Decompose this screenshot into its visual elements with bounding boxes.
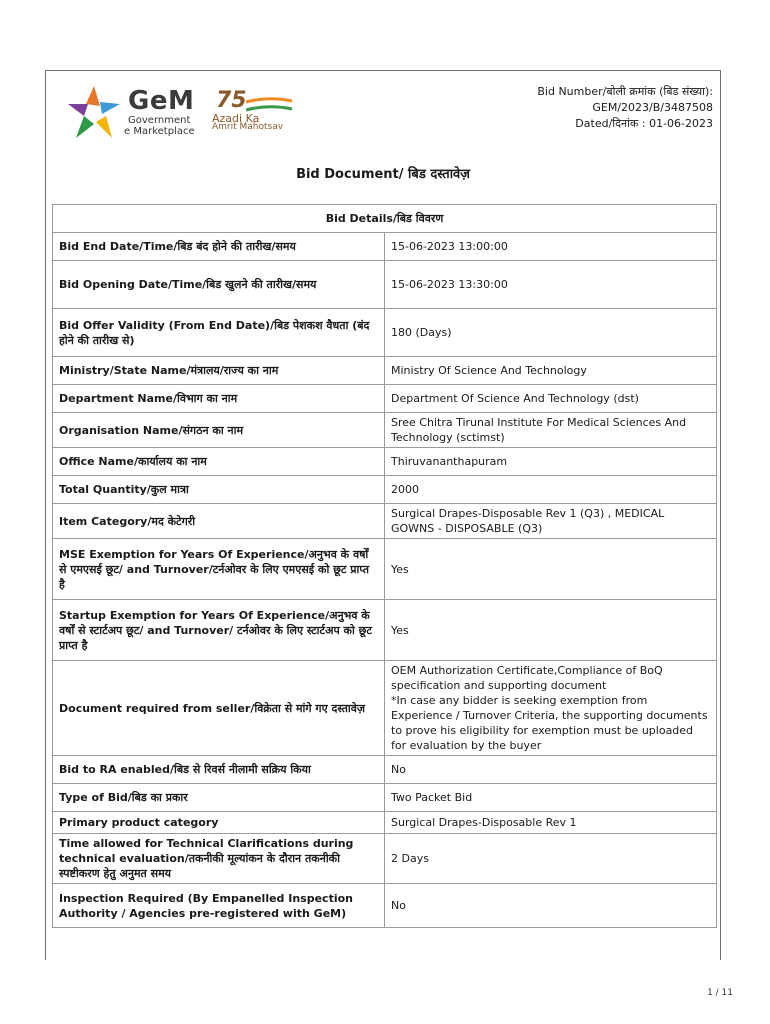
table-row [53,600,717,661]
document-title: Bid Document/ बिड दस्तावेज़ [296,167,470,182]
azadi-logo [212,90,322,140]
row-value: OEM Authorization Certificate,Compliance of BoQ specification and supporting document *In case any bidder is seeking exemption from Experience / Turnover Criteria, the supporting documents to prove his eligibility for exemption must be uploaded for evaluation by the buyer [385,661,717,756]
row-key: Item Category/मद केटेगरी [53,504,385,539]
gem-logo [64,82,204,142]
row-key: Primary product category [53,812,385,834]
row-value: Surgical Drapes-Disposable Rev 1 (Q3) , MEDICAL GOWNS - DISPOSABLE (Q3) [385,504,717,539]
row-value: Thiruvananthapuram [385,448,717,476]
row-key: MSE Exemption for Years Of Experience/अनुभव के वर्षों से एमएसई छूट/ and Turnover/टर्नओवर के लिए एमएसई को छूट प्राप्त है [53,539,385,600]
bid-info-block [537,84,713,132]
table-row [53,357,717,385]
azadi-logo-numeral: 75 [216,88,247,113]
bid-details-table [52,204,717,928]
row-value: 180 (Days) [385,309,717,357]
page-indicator: 1 / 11 [707,988,733,998]
row-value: Ministry Of Science And Technology [385,357,717,385]
row-key: Ministry/State Name/मंत्रालय/राज्य का नाम [53,357,385,385]
table-row [53,784,717,812]
table-row [53,476,717,504]
table-row [53,413,717,448]
table-row [53,504,717,539]
row-value: Yes [385,539,717,600]
table-row [53,448,717,476]
row-value: Department Of Science And Technology (dst) [385,385,717,413]
table-row [53,884,717,928]
table-row [53,834,717,884]
bid-number: GEM/2023/B/3487508 [592,101,713,114]
row-value: 2000 [385,476,717,504]
table-row [53,756,717,784]
row-value: No [385,884,717,928]
row-key: Startup Exemption for Years Of Experience/अनुभव के वर्षों से स्टार्टअप छूट/ and Turnover/ टर्नओवर के लिए स्टार्टअप को छूट प्राप्त है [53,600,385,661]
table-row [53,385,717,413]
row-value: Sree Chitra Tirunal Institute For Medical Sciences And Technology (sctimst) [385,413,717,448]
row-value: 15-06-2023 13:00:00 [385,233,717,261]
table-heading: Bid Details/बिड विवरण [53,205,717,233]
azadi-logo-line1: Azadi Ka [212,112,260,125]
bid-dated: Dated/दिनांक : 01-06-2023 [575,117,713,130]
row-key: Time allowed for Technical Clarifications during technical evaluation/तकनीकी मूल्यांकन के दौरान तकनीकी स्पष्टीकरण हेतु अनुमत समय [53,834,385,884]
gem-logo-name: GeM [128,86,195,116]
row-value: 15-06-2023 13:30:00 [385,261,717,309]
table-row [53,233,717,261]
row-key: Bid Opening Date/Time/बिड खुलने की तारीख/समय [53,261,385,309]
gem-logo-line2: e Marketplace [124,126,195,137]
azadi-logo-line2: Amrit Mahotsav [212,122,284,132]
row-key: Total Quantity/कुल मात्रा [53,476,385,504]
row-value: No [385,756,717,784]
table-row [53,539,717,600]
row-key: Type of Bid/बिड का प्रकार [53,784,385,812]
row-key: Inspection Required (By Empanelled Inspection Authority / Agencies pre-registered with GeM) [53,884,385,928]
table-heading-row [53,205,717,233]
row-value: Yes [385,600,717,661]
bid-number-label: Bid Number/बोली क्रमांक (बिड संख्या): [537,85,713,98]
row-value: 2 Days [385,834,717,884]
row-key: Office Name/कार्यालय का नाम [53,448,385,476]
row-key: Document required from seller/विक्रेता से मांगे गए दस्तावेज़ [53,661,385,756]
gem-star-icon [64,82,124,142]
table-row [53,309,717,357]
row-key: Department Name/विभाग का नाम [53,385,385,413]
table-row [53,661,717,756]
row-key: Bid Offer Validity (From End Date)/बिड पेशकश वैधता (बंद होने की तारीख से) [53,309,385,357]
gem-logo-line1: Government [128,115,191,126]
row-value: Two Packet Bid [385,784,717,812]
row-key: Bid End Date/Time/बिड बंद होने की तारीख/समय [53,233,385,261]
flag-swoosh-icon [244,96,294,112]
table-row [53,261,717,309]
row-value: Surgical Drapes-Disposable Rev 1 [385,812,717,834]
table-row [53,812,717,834]
row-key: Organisation Name/संगठन का नाम [53,413,385,448]
row-key: Bid to RA enabled/बिड से रिवर्स नीलामी सक्रिय किया [53,756,385,784]
